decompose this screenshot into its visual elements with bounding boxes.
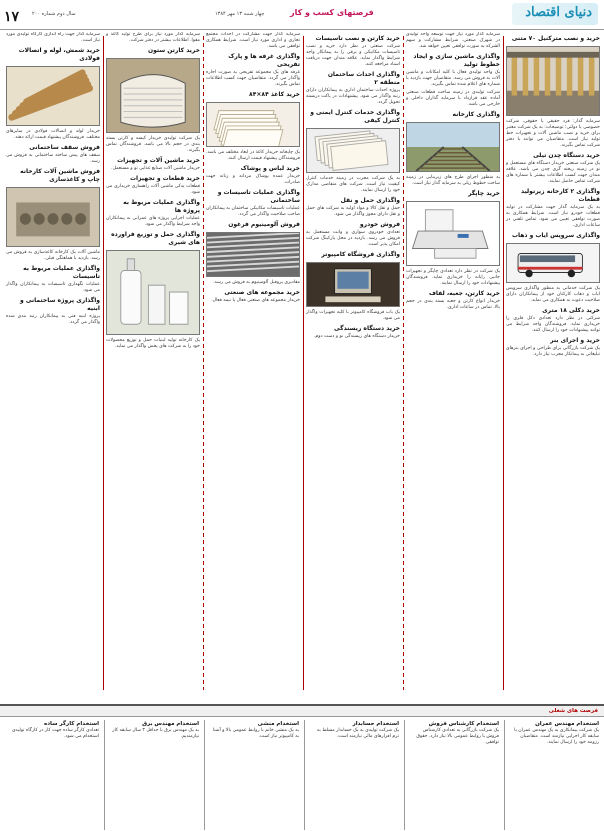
job-column-rule xyxy=(104,720,105,830)
article-text: خریدار دستگاه های ریسندگی نو و دست دوم. xyxy=(313,334,400,339)
job-ad-heading: استخدام حسابدار xyxy=(352,721,399,727)
computer-photo xyxy=(306,262,400,307)
article-heading: واگذاری احداث ساختمان منطقه ۲ xyxy=(327,71,400,86)
job-ad-5 xyxy=(106,719,202,831)
article-heading: خرید کاغذ ۸۴×۸۴ xyxy=(249,91,300,98)
article-heading: خرید و اجرای بنر xyxy=(550,337,600,344)
article-heading: واگذاری عملیات تاسیسات و ساختمانی xyxy=(217,189,300,204)
pipes-photo xyxy=(6,66,100,126)
article-text: شرکت صنعتی در نظر دارد خرید و نصب تاسیسات مکانیکی و برقی را به پیمانکار واجد شرایط واگذار نماید. علاقه مندان جهت دریافت اسناد مراجعه کنند. xyxy=(306,44,400,67)
article-text: عملیات تاسیسات مکانیکی ساختمان به پیمانکاران صاحب صلاحیت واگذار می گردد. xyxy=(206,206,300,217)
column-rule xyxy=(503,36,504,690)
logo-text: دنیای اقتصاد xyxy=(525,5,592,20)
article-heading: واگذاری عملیات مربوط به تاسیسات xyxy=(23,265,100,280)
article-text: مقادیری پروفیل آلومینیوم به فروش می رسد. xyxy=(213,280,300,285)
article-text: یک شرکت صنعتی خریدار دستگاه های مستعمل و نو در زمینه ریخته گری چدن می باشد. علاقه مندان جهت کسب اطلاعات بیشتر با شماره های شرکت تماس حاصل نمایند. xyxy=(506,161,600,184)
article-heading: فروش آلومینیوم فرغون xyxy=(228,221,300,228)
article-text: خریدار عمده پوشاک مردانه و زنانه جهت صادرات. xyxy=(206,174,300,185)
article-heading: خرید شمش، لوله و اتصالات فولادی xyxy=(18,47,100,62)
article-heading: واگذاری پروژه ساختمانی و ابنیه xyxy=(20,297,100,312)
printer-photo xyxy=(406,201,500,266)
article-heading: واگذاری خدمات کنترل ایمنی و کنترل کیفی xyxy=(310,109,400,124)
article-text: یک شرکت تولیدی خریدار کیسه و کارتن بسته بندی در حجم بالا می باشد. فروشندگان تماس بگیرند. xyxy=(106,136,200,153)
article-heading: واگذاری فروشگاه کامپیوتر xyxy=(321,251,400,258)
page-header xyxy=(0,0,604,30)
article-heading: واگذاری غرفه ها و پارک تفریحی xyxy=(228,53,300,68)
column-2 xyxy=(404,32,502,700)
column-3 xyxy=(304,32,402,700)
article-text: یک واحد تولیدی فعال با کلیه امکانات و ماشین آلات به فروش می رسد. متقاضیان جهت بازدید با شماره های اعلام شده تماس بگیرند. xyxy=(406,70,500,87)
article-heading: خرید قطعات و تجهیزات xyxy=(129,175,200,182)
article-heading: واگذاری سرویس ایاب و ذهاب xyxy=(511,232,600,239)
job-column-rule xyxy=(504,720,505,830)
article-heading: فروش سقف ساختمانی xyxy=(29,144,100,151)
article-heading: واگذاری حمل و توزیع فراورده های شیری xyxy=(111,231,200,246)
article-text: سرمایه گذار جهت راه اندازی کارگاه تولیدی مورد نیاز است. xyxy=(6,32,100,43)
article-text: یک شرکت خدماتی به منظور واگذاری سرویس ایاب و ذهاب کارکنان خود از پیمانکاران دارای صلاحیت دعوت به همکاری می نماید. xyxy=(506,286,600,303)
job-ad-2 xyxy=(406,719,502,831)
article-text: خریدار انواع کارتن و جعبه بسته بندی در حجم بالا. تماس در ساعات اداری. xyxy=(406,299,500,310)
column-rule xyxy=(203,36,204,690)
article-heading: واگذاری عملیات مربوط به پروژه ها xyxy=(123,199,200,214)
newspaper-logo xyxy=(512,3,598,25)
jobs-band-title: فرصت های شغلی xyxy=(548,708,598,714)
article-heading: واگذاری کارخانه xyxy=(452,111,500,118)
article-heading: خرید کارتن، جعبه، لفاف xyxy=(428,290,500,297)
railway-photo xyxy=(406,122,500,172)
job-ad-3 xyxy=(306,719,402,831)
column-rule xyxy=(103,36,104,690)
job-column-rule xyxy=(204,720,205,830)
issue-number: سال دوم شماره ۲۰۰ xyxy=(32,11,76,17)
job-ad-heading: استخدام کارگر ساده xyxy=(43,721,99,727)
article-heading: واگذاری حمل و نقل xyxy=(340,197,400,204)
article-text: حمل و نقل کالا و مواد اولیه به شرکت های حمل و نقل دارای مجوز واگذار می شود. xyxy=(306,206,400,217)
job-ad-text: یک شرکت تولیدی به یک حسابدار مسلط به نرم افزارهای مالی نیازمند است. xyxy=(317,728,399,739)
article-heading: خرید لباس و پوشاک xyxy=(240,165,300,172)
job-ad-text: تعدادی کارگر ساده جهت کار در کارگاه تولیدی استخدام می شود. xyxy=(11,728,99,739)
paper-stack-photo xyxy=(206,102,300,147)
article-text: عملیات نگهداری تاسیسات به پیمانکاران واگذار می شود. xyxy=(6,282,100,293)
article-heading: خرید کارتن ستون xyxy=(147,47,200,54)
article-text: تعدادی خودروی سواری و وانت مستعمل به فروش می رسد. بازدید در محل پارکینگ شرکت امکان پذیر است. xyxy=(306,230,400,247)
job-column-rule xyxy=(304,720,305,830)
papers-photo xyxy=(306,128,400,173)
article-text: شرکتی در نظر دارد تعدادی دکل فلزی را خریداری نماید. فروشندگان واجد شرایط می توانند پیشنهادات خود را ارسال کنند. xyxy=(506,316,600,333)
milk-photo xyxy=(106,250,200,335)
job-ad-heading: استخدام منشی xyxy=(257,721,299,727)
article-heading: خرید مجموعه های صنعتی xyxy=(224,289,300,296)
article-heading: فروش ماشین آلات کارخانه چاپ و کاغذسازی xyxy=(20,168,100,183)
job-ad-text: به یک مهندس برق با حداقل ۳ سال سابقه کار نیازمندیم. xyxy=(112,728,199,739)
bag-photo xyxy=(106,58,200,133)
column-4 xyxy=(204,32,302,700)
column-1 xyxy=(504,32,602,700)
article-text: خریدار مجموعه های صنعتی فعال یا نیمه فعال. xyxy=(211,298,300,303)
article-heading: خرید و نصب مترکنیل ۷۰ متنی xyxy=(511,35,600,42)
article-text: به منظور اجرای طرح های زیربنایی در زمینه ساخت خطوط ریلی به سرمایه گذار نیاز است. xyxy=(406,175,500,186)
article-text: سرمایه گذار: فرد حقیقی یا حقوقی، شرکت خصوصی یا دولتی؛ توضیحات: به یک شرکت معتبر برای خرید و نصب ماشین آلات و تجهیزات خط تولید نیاز است. متقاضیان می توانند با دفتر شرکت تماس بگیرند. xyxy=(506,119,600,148)
article-heading: خرید ماشین آلات و تجهیزات xyxy=(117,157,200,164)
page-number: ۱۷ xyxy=(4,8,20,24)
article-text: عملیات اجرایی پروژه های عمرانی به پیمانکاران واجد شرایط واگذار می شود. xyxy=(106,216,200,227)
article-text: به یک شرکت مجرب در زمینه خدمات کنترل کیفیت نیاز است. شرکت های متقاضی مدارک خود را ارسال نمایند. xyxy=(306,176,400,193)
job-ad-heading: استخدام مهندس برق xyxy=(142,721,199,727)
job-ad-text: یک شرکت بازرگانی به تعدادی کارشناس فروش با روابط عمومی بالا نیاز دارد. حقوق توافقی. xyxy=(416,728,499,745)
article-text: شرکت تولیدی در زمینه ساخت قطعات صنعتی آماده عقد قرارداد با سرمایه گذاران داخلی و خارجی می باشد. xyxy=(406,90,500,107)
job-ad-text: یک شرکت پیمانکاری به یک مهندس عمران با سابقه کار اجرایی نیازمند است. متقاضیان رزومه خود را ارسال نمایند. xyxy=(514,728,599,745)
column-6 xyxy=(4,32,102,700)
mill-photo xyxy=(6,187,100,247)
article-text: ماشین آلات یک کارخانه کاغذسازی به فروش می رسد. بازدید با هماهنگی قبلی. xyxy=(6,250,100,261)
article-text: غرفه های یک مجموعه تفریحی به صورت اجاره واگذار می گردد. متقاضیان جهت کسب اطلاعات تماس بگیرند. xyxy=(206,70,300,87)
bus-photo xyxy=(506,243,600,283)
article-text: یک شرکت بازرگانی برای طراحی و اجرای بنرهای تبلیغاتی به پیمانکار مجرب نیاز دارد. xyxy=(506,346,600,357)
article-heading: خرید کارتن و نصب تاسیسات xyxy=(315,35,400,42)
column-rule xyxy=(403,36,404,690)
jobs-band xyxy=(0,706,604,717)
job-ad-text: به یک منشی خانم با روابط عمومی بالا و آشنا به کامپیوتر نیاز است. xyxy=(212,728,299,739)
article-text: خریدار ماشین آلات صنایع غذایی نو و مستعمل. xyxy=(111,166,200,171)
article-text: پروژه ابنیه فنی به پیمانکاران رتبه بندی شده واگذار می گردد. xyxy=(6,314,100,325)
job-ad-4 xyxy=(206,719,302,831)
article-text: یک کارخانه تولید لبنیات حمل و توزیع محصولات خود را به شرکت های پخش واگذار می نماید. xyxy=(106,338,200,349)
article-heading: فروش خودرو xyxy=(359,221,400,228)
article-text: خریدار لوله و اتصالات فولادی در سایزهای مختلف. فروشندگان پیشنهاد قیمت ارائه دهند. xyxy=(6,129,100,140)
column-rule xyxy=(303,36,304,690)
article-text: سرمایه گذار جهت مشارکت در احداث مجتمع تجاری و اداری مورد نیاز است. شرایط همکاری توافقی می باشد. xyxy=(206,32,300,49)
job-ad-heading: استخدام مهندس عمران xyxy=(535,721,599,727)
jobs-section xyxy=(0,704,604,831)
article-text: یک شرکت در نظر دارد تعدادی چاپگر و تجهیزات جانبی رایانه را خریداری نماید. فروشندگان پیشنهادات خود را ارسال نمایند. xyxy=(406,269,500,286)
article-text: سرمایه گذار مورد نیاز برای طرح تولید کاغذ و مقوا. اطلاعات بیشتر در دفتر شرکت. xyxy=(106,32,200,43)
article-text: به یک سرمایه گذار جهت مشارکت در تولید قطعات خودرو نیاز است. شرایط همکاری به صورت توافقی تعیین می شود. تماس تلفنی در ساعات اداری. xyxy=(506,205,600,228)
article-heading: واگذاری ماشین سازی و ایجاد خطوط تولید xyxy=(413,53,500,68)
article-text: پروژه احداث ساختمان اداری به پیمانکاران دارای رتبه واگذار می شود. پیشنهادات در پاکت دربسته تحویل گردد. xyxy=(306,88,400,105)
job-ad-6 xyxy=(6,719,102,831)
article-heading: خرید دکلی ۱۸ متری xyxy=(542,307,600,314)
article-text: سقف های پیش ساخته ساختمانی به فروش می رسد. xyxy=(6,153,100,164)
article-text: یک چاپخانه خریدار کاغذ در ابعاد مختلف می باشد. فروشندگان پیشنهاد قیمت ارسال کنند. xyxy=(206,150,300,161)
aluminum-photo xyxy=(206,232,300,277)
job-column-rule xyxy=(404,720,405,830)
article-heading: خرید دستگاه ریسندگی xyxy=(334,325,400,332)
article-text: سرمایه گذار مورد نیاز جهت توسعه واحد تولیدی در شهرک صنعتی. شرایط مشارکت و سهم الشرکه به صورت توافقی تعیین خواهد شد. xyxy=(406,32,500,49)
issue-date: چهار شنبه ۱۳ مهر ۱۳۸۴ xyxy=(215,11,265,17)
section-title: فرصتهای کسب و کار xyxy=(290,8,374,17)
article-heading: واگذاری ۲ کارخانه زیرتولید قطعات xyxy=(521,188,600,203)
job-ad-1 xyxy=(506,719,602,831)
job-ad-heading: استخدام کارشناس فروش xyxy=(428,721,499,727)
factory-photo xyxy=(506,46,600,116)
article-heading: خرید دستگاه چدن تیلی xyxy=(533,152,600,159)
article-text: قطعات یدکی ماشین آلات راهسازی خریداری می شود. xyxy=(106,184,200,195)
article-text: یک باب فروشگاه کامپیوتر با کلیه تجهیزات واگذار می شود. xyxy=(306,310,400,321)
article-heading: خرید چاپگر xyxy=(468,190,500,197)
column-5 xyxy=(104,32,202,700)
